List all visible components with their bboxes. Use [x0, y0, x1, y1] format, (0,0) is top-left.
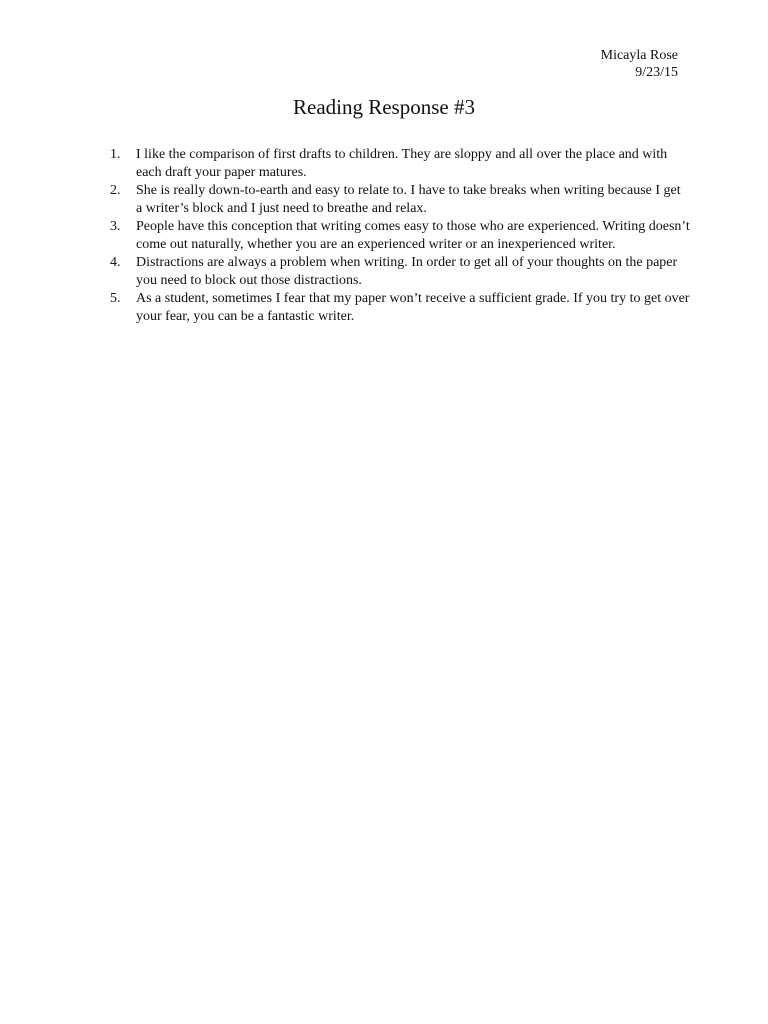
list-item	[110, 218, 690, 254]
list-item	[110, 254, 690, 290]
document-date: 9/23/15	[635, 65, 678, 80]
list-item-number: 2.	[110, 183, 121, 198]
list-item-number: 1.	[110, 147, 121, 162]
list-item-text: She is really down-to-earth and easy to relate to. I have to take breaks when writing because I get a writer’s block and I just need to breathe and relax.	[136, 183, 681, 216]
list-item-number: 5.	[110, 291, 121, 306]
list-item-text: Distractions are always a problem when writing. In order to get all of your thoughts on the paper you need to block out those distractions.	[136, 255, 678, 288]
response-list	[110, 146, 690, 326]
list-item-text: I like the comparison of first drafts to children. They are sloppy and all over the place and with each draft your paper matures.	[136, 147, 668, 180]
list-item-text: As a student, sometimes I fear that my paper won’t receive a sufficient grade. If you try to get over your fear, you can be a fantastic writer.	[136, 291, 690, 324]
list-item-text: People have this conception that writing comes easy to those who are experienced. Writing doesn’t come out naturally, whether you are an experienced writer or an inexperienced writer.	[136, 219, 690, 252]
list-item	[110, 290, 690, 326]
list-item-number: 4.	[110, 255, 121, 270]
list-item	[110, 146, 690, 182]
list-item	[110, 182, 690, 218]
page-title: Reading Response #3	[293, 95, 475, 119]
author-header	[601, 47, 678, 81]
list-item-number: 3.	[110, 219, 121, 234]
author-name: Micayla Rose	[600, 48, 678, 63]
